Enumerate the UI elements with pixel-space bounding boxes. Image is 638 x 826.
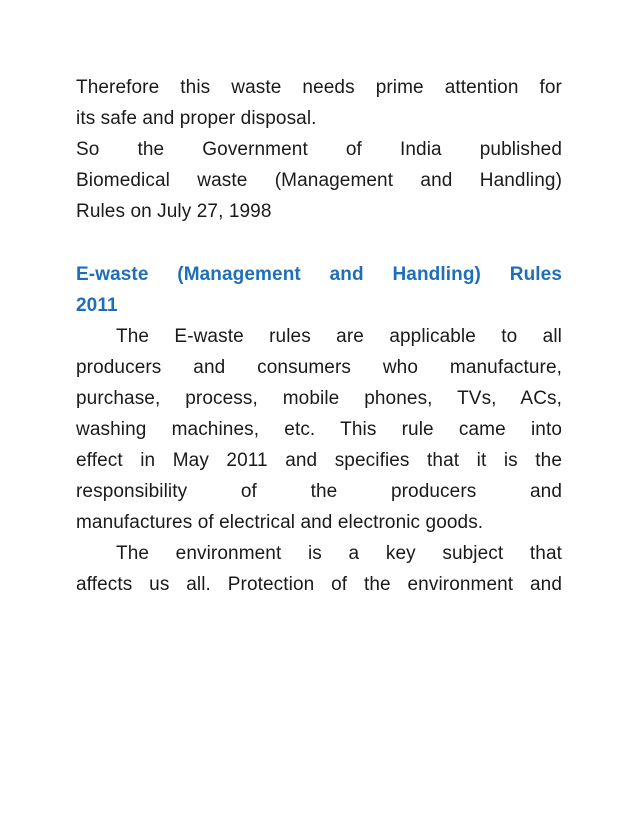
paragraph-environment — [76, 538, 562, 600]
text-line: producers and consumers who manufacture, — [76, 357, 562, 378]
text-line: manufactures of electrical and electronic goods. — [76, 512, 484, 533]
text-line: Therefore this waste needs prime attention for — [76, 77, 562, 98]
section-heading — [76, 259, 562, 321]
paragraph-gap — [76, 227, 562, 259]
heading-line: 2011 — [76, 295, 118, 316]
text-line: The E-waste rules are applicable to all — [116, 326, 562, 347]
paragraph-waste-attention — [76, 72, 562, 134]
text-line: Biomedical waste (Management and Handling) — [76, 170, 562, 191]
text-line: So the Government of India published — [76, 139, 562, 160]
text-line: purchase, process, mobile phones, TVs, ACs, — [76, 388, 562, 409]
document-page — [76, 72, 562, 600]
text-line: Rules on July 27, 1998 — [76, 201, 272, 222]
text-line: effect in May 2011 and specifies that it is the — [76, 450, 562, 471]
heading-line: E-waste (Management and Handling) Rules — [76, 264, 562, 285]
text-line: affects us all. Protection of the environment and — [76, 574, 562, 595]
text-line: responsibility of the producers and — [76, 481, 562, 502]
paragraph-ewaste-rules — [76, 321, 562, 538]
text-line: its safe and proper disposal. — [76, 108, 317, 129]
text-line: The environment is a key subject that — [116, 543, 562, 564]
text-line: washing machines, etc. This rule came into — [76, 419, 562, 440]
paragraph-government-rules — [76, 134, 562, 227]
